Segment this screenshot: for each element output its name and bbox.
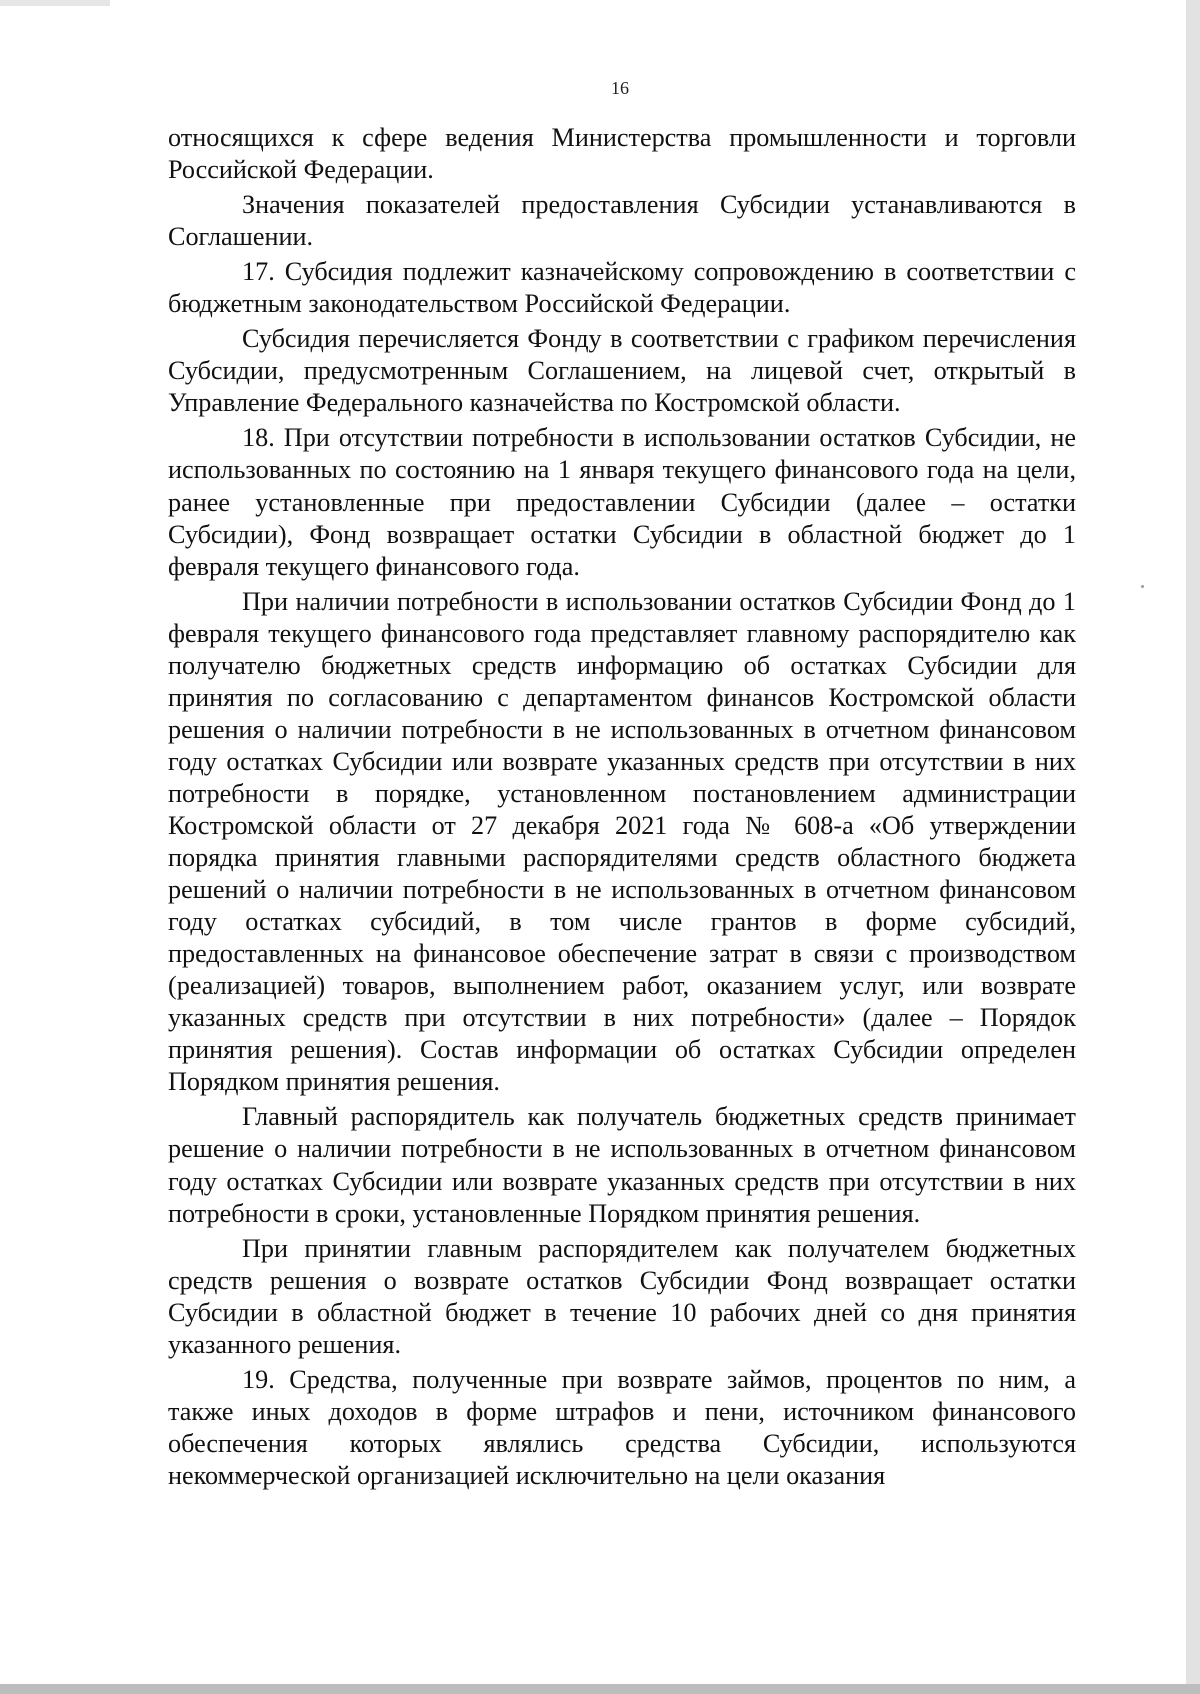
paragraph-indicators: Значения показателей предоставления Субсидии устанавливаются в Соглашении. [168,190,1076,252]
page-number: 16 [611,78,629,98]
scan-edge-bottom [0,1684,1200,1694]
scan-edge-right [1186,0,1200,1694]
scan-artifact-top [0,0,110,6]
paragraph-transfer: Субсидия перечисляется Фонду в соответствии с графиком перечисления Субсидии, предусмотренным Соглашением, на лицевой счет, открытый в Управление Федерального казначейства по Костромской области. [168,324,1076,418]
paragraph-clause-19: 19. Средства, полученные при возврате займов, процентов по ним, а также иных доходов в форме штрафов и пени, источником финансового обеспечения которых являлись средства Субсидии, используются некоммерческой организацией исключительно на цели оказания [168,1364,1076,1490]
scan-speck [1141,585,1144,588]
paragraph-clause-18: 18. При отсутствии потребности в использовании остатков Субсидии, не использованных по состоянию на 1 января текущего финансового года на цели, ранее установленные при предоставлении Субсидии (далее – остатки Субсидии), Фонд возвращает остатки Субсидии в областной бюджет до 1 февраля текущего финансового года. [168,423,1076,581]
paragraph-clause-17: 17. Субсидия подлежит казначейскому сопровождению в соответствии с бюджетным законодательством Российской Федерации. [168,257,1076,319]
paragraph-return-decision: При принятии главным распорядителем как получателем бюджетных средств решения о возврате остатков Субсидии Фонд возвращает остатки Субсидии в областной бюджет в течение 10 рабочих дней со дня принятия указанного решения. [168,1233,1076,1359]
paragraph-main-manager-decision: Главный распорядитель как получатель бюджетных средств принимает решение о наличии потребности в не использованных в отчетном финансовом году остатках Субсидии или возврате указанных средств при отсутствии в них потребности в сроки, установленные Порядком принятия решения. [168,1102,1076,1228]
paragraph-need-for-balances: При наличии потребности в использовании остатков Субсидии Фонд до 1 февраля текущего финансового года представляет главному распорядителю как получателю бюджетных средств информацию об остатках Субсидии для принятия по согласованию с департаментом финансов Костромской области решения о наличии потребности в не использованных в отчетном финансовом году остатках Субсидии или возврате указанных средств при отсутствии в них потребности в порядке, установленном постановлением администрации Костромской области от 27 декабря 2021 года № 608-а «Об утверждении порядка принятия главными распорядителями средств областного бюджета решений о наличии потребности в не использованных в отчетном финансовом году остатках субсидий, в том числе грантов в форме субсидий, предоставленных на финансовое обеспечение затрат в связи с производством (реализацией) товаров, выполнением работ, оказанием услуг, или возврате указанных средств при отсутствии в них потребности» (далее – Порядок принятия решения). Состав информации об остатках Субсидии определен Порядком принятия решения. [168,586,1076,1097]
document-body [168,122,1076,1492]
paragraph-continuation: относящихся к сфере ведения Министерства промышленности и торговли Российской Федерации. [168,123,1076,185]
